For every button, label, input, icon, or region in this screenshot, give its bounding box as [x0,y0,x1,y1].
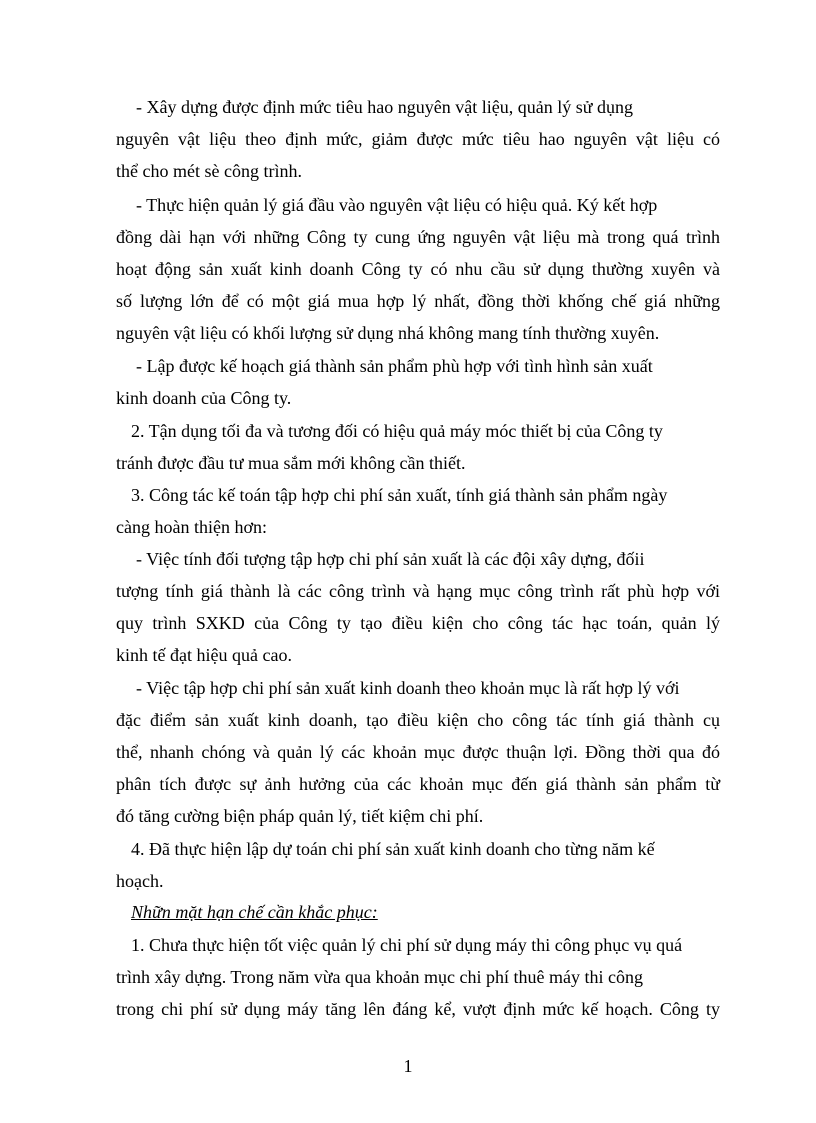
text-line: hoạch. [116,871,164,891]
text-line: trong chi phí sử dụng máy tăng lên đáng kể, vượt định mức kế hoạch. Công ty [116,999,720,1019]
text-line: - Lập được kế hoạch giá thành sản phẩm phù hợp với tình hình sản xuất [136,356,653,376]
paragraph-cost-items [116,672,720,832]
page-number: 1 [403,1056,413,1076]
text-line: nguyên vật liệu có khối lượng sử dụng nhá không mang tính thường xuyên. [116,323,660,343]
text-line: quy trình SXKD của Công ty tạo điều kiện cho công tác hạc toán, quản lý [116,613,720,633]
text-line: tượng tính giá thành là các công trình và hạng mục công trình rất phù hợp với [116,581,720,601]
text-line: thể cho mét sè công trình. [116,161,302,181]
text-line: đặc điểm sản xuất kinh doanh, tạo điều kiện cho công tác tính giá thành cụ [116,710,720,730]
paragraph-machine-costs [116,929,720,1025]
paragraph-cost-plan [116,350,720,414]
text-line: phân tích được sự ảnh hưởng của các khoản mục đến giá thành sản phẩm từ [116,774,720,794]
text-line: - Thực hiện quản lý giá đầu vào nguyên vật liệu có hiệu quả. Ký kết hợp [136,195,658,215]
text-line: nguyên vật liệu theo định mức, giảm được mức tiêu hao nguyên vật liệu có [116,129,720,149]
text-line: - Việc tập hợp chi phí sản xuất kinh doanh theo khoản mục là rất hợp lý với [136,678,680,698]
text-line: đồng dài hạn với những Công ty cung ứng nguyên vật liệu mà trong quá trình [116,227,720,247]
text-line: đó tăng cường biện pháp quản lý, tiết kiệm chi phí. [116,806,484,826]
paragraph-material-norms [116,91,720,187]
text-line: càng hoàn thiện hơn: [116,517,267,537]
text-line: 4. Đã thực hiện lập dự toán chi phí sản xuất kinh doanh cho từng năm kế [131,839,655,859]
paragraph-cost-objects [116,543,720,671]
text-line: kinh tế đạt hiệu quả cao. [116,645,292,665]
text-line: tránh được đầu tư mua sắm mới không cần thiết. [116,453,466,473]
paragraph-equipment-usage [116,415,720,479]
text-line: 2. Tận dụng tối đa và tương đối có hiệu quả máy móc thiết bị của Công ty [131,421,663,441]
text-line: hoạt động sản xuất kinh doanh Công ty có nhu cầu sử dụng thường xuyên và [116,259,720,279]
text-line: kinh doanh của Công ty. [116,388,292,408]
text-line: trình xây dựng. Trong năm vừa qua khoản mục chi phí thuê máy thi công [116,967,643,987]
text-line: thể, nhanh chóng và quản lý các khoản mục được thuận lợi. Đồng thời qua đó [116,742,720,762]
paragraph-budget-estimate [116,833,720,897]
text-line: số lượng lớn để có một giá mua hợp lý nhất, đồng thời khống chế giá những [116,291,720,311]
section-heading-limitations: Nhữn mặt hạn chế cần khắc phục: [131,902,378,922]
paragraph-cost-accounting [116,479,720,543]
paragraph-input-price-management [116,189,720,349]
text-line: 1. Chưa thực hiện tốt việc quản lý chi phí sử dụng máy thi công phục vụ quá [131,935,683,955]
text-line: 3. Công tác kế toán tập hợp chi phí sản xuất, tính giá thành sản phẩm ngày [131,485,668,505]
text-line: - Xây dựng được định mức tiêu hao nguyên vật liệu, quản lý sử dụng [136,97,633,117]
text-line: - Việc tính đối tượng tập hợp chi phí sản xuất là các đội xây dựng, đốii [136,549,645,569]
